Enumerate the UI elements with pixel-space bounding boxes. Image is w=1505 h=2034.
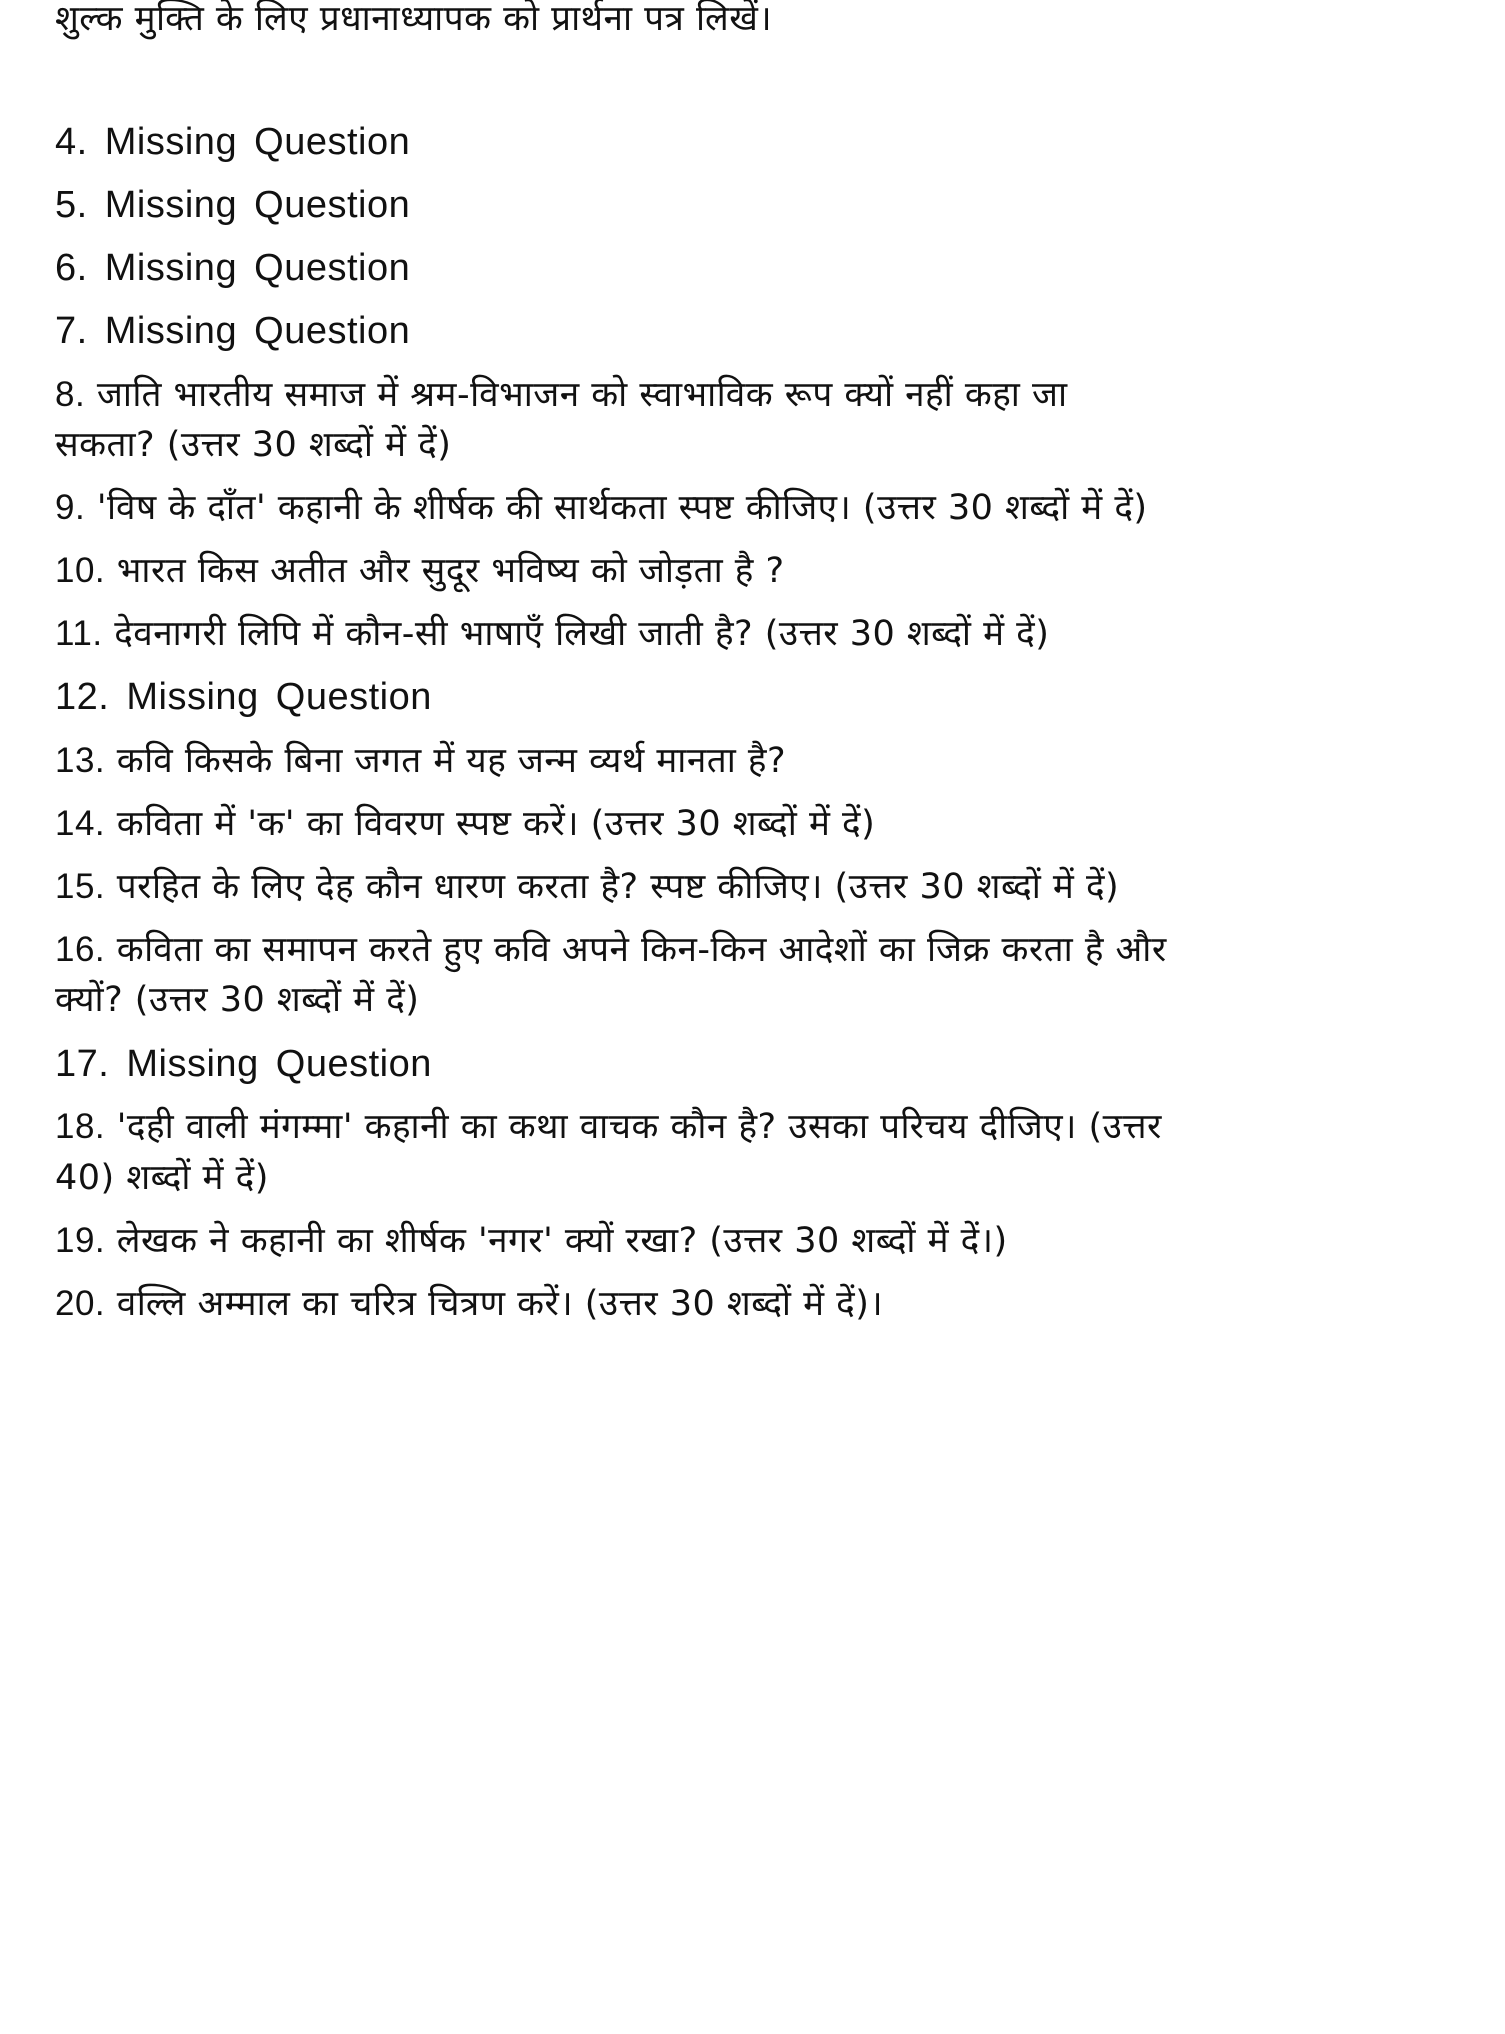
question-10 <box>55 538 1465 604</box>
heading-line <box>55 0 1465 52</box>
question-number: 15. <box>55 867 106 906</box>
question-text: देवनागरी लिपि में कौन-सी भाषाएँ लिखी जाती है? (उत्तर 30 शब्दों में दें) <box>114 614 1050 654</box>
heading-text: शुल्क मुक्ति के लिए प्रधानाध्यापक को प्रार्थना पत्र लिखें। <box>55 0 773 39</box>
question-5 <box>55 172 1465 238</box>
question-text: कवि किसके बिना जगत में यह जन्म व्यर्थ मानता है? <box>116 741 787 781</box>
question-text: Missing Question <box>104 184 411 226</box>
question-7 <box>55 298 1465 364</box>
question-12 <box>55 664 1465 730</box>
question-14 <box>55 791 1465 857</box>
question-number: 7. <box>55 310 88 352</box>
question-text: 'दही वाली मंगम्मा' कहानी का कथा वाचक कौन है? उसका परिचय दीजिए। (उत्तर <box>116 1107 1162 1147</box>
question-text: Missing Question <box>104 247 411 289</box>
question-text: Missing Question <box>104 121 411 163</box>
question-number: 6. <box>55 247 88 289</box>
question-17 <box>55 1031 1465 1097</box>
question-number: 14. <box>55 804 106 843</box>
question-text: कविता का समापन करते हुए कवि अपने किन-किन आदेशों का जिक्र करता है और <box>116 930 1167 970</box>
question-4 <box>55 109 1465 175</box>
question-text: Missing Question <box>126 676 432 718</box>
question-text: वल्लि अम्माल का चरित्र चित्रण करें। (उत्तर 30 शब्दों में दें)। <box>116 1284 884 1324</box>
question-text: जाति भारतीय समाज में श्रम-विभाजन को स्वाभाविक रूप क्यों नहीं कहा जा <box>96 375 1068 415</box>
question-number: 18. <box>55 1107 106 1146</box>
question-number: 19. <box>55 1221 106 1260</box>
question-number: 20. <box>55 1284 106 1323</box>
question-number: 12. <box>55 676 110 718</box>
question-number: 13. <box>55 741 106 780</box>
question-9 <box>55 475 1465 541</box>
question-number: 8. <box>55 375 86 414</box>
question-number: 17. <box>55 1043 110 1085</box>
question-text: कविता में 'क' का विवरण स्पष्ट करें। (उत्तर 30 शब्दों में दें) <box>116 804 876 844</box>
question-8-continuation <box>55 412 1465 478</box>
question-13 <box>55 728 1465 794</box>
question-11 <box>55 601 1465 667</box>
question-number: 16. <box>55 930 106 969</box>
question-text: 'विष के दाँत' कहानी के शीर्षक की सार्थकता स्पष्ट कीजिए। (उत्तर 30 शब्दों में दें) <box>96 488 1148 528</box>
question-19 <box>55 1208 1465 1274</box>
question-18-continuation <box>55 1145 1465 1211</box>
question-number: 11. <box>55 614 103 653</box>
question-20 <box>55 1271 1465 1337</box>
question-text: Missing Question <box>104 310 411 352</box>
question-text: लेखक ने कहानी का शीर्षक 'नगर' क्यों रखा? (उत्तर 30 शब्दों में दें।) <box>116 1221 1008 1261</box>
question-15 <box>55 854 1465 920</box>
question-text-continued: क्यों? (उत्तर 30 शब्दों में दें) <box>55 980 420 1020</box>
question-number: 10. <box>55 551 106 590</box>
question-number: 9. <box>55 488 86 527</box>
question-text: Missing Question <box>126 1043 432 1085</box>
question-number: 4. <box>55 121 88 163</box>
question-number: 5. <box>55 184 88 226</box>
question-text-continued: सकता? (उत्तर 30 शब्दों में दें) <box>55 425 452 465</box>
question-16-continuation <box>55 967 1465 1033</box>
question-text: भारत किस अतीत और सुदूर भविष्य को जोड़ता है ? <box>116 551 785 591</box>
question-text-continued: 40) शब्दों में दें) <box>55 1158 269 1198</box>
question-6 <box>55 235 1465 301</box>
question-text: परहित के लिए देह कौन धारण करता है? स्पष्ट कीजिए। (उत्तर 30 शब्दों में दें) <box>116 867 1120 907</box>
